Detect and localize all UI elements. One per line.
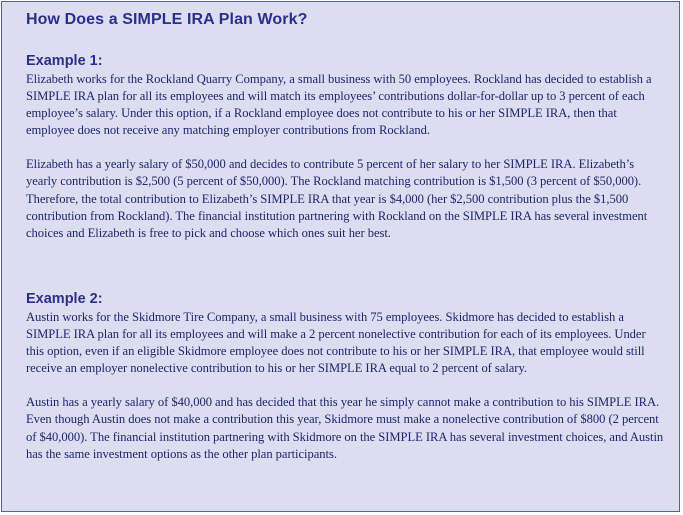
example-1-heading: Example 1: bbox=[26, 53, 103, 69]
example-2-paragraph-1: Austin works for the Skidmore Tire Company, a small business with 75 employees. Skidmore has decided to establish a SIMPLE IRA plan for all its employees and will make a 2 percent nonelective contribution for each of its employees. Under this option, even if an eligible Skidmore employee does not contribute to his or her SIMPLE IRA, that employee would still receive an employer nonelective contribution to his or her SIMPLE IRA equal to 2 percent of salary. bbox=[26, 310, 646, 376]
page-title: How Does a SIMPLE IRA Plan Work? bbox=[26, 11, 308, 28]
example-1-paragraph-2: Elizabeth has a yearly salary of $50,000 and decides to contribute 5 percent of her salary to her SIMPLE IRA. Elizabeth’s yearly contribution is $2,500 (5 percent of $50,000). The Rockland matching contribution is $1,500 (3 percent of $50,000). Therefore, the total contribution to Elizabeth’s SIMPLE IRA that year is $4,000 (her $2,500 contribution plus the $1,500 contribution from Rockland). The financial institution partnering with Rockland on the SIMPLE IRA has several investment choices and Elizabeth is free to pick and choose which ones suit her best. bbox=[26, 157, 648, 240]
example-1-paragraph-1: Elizabeth works for the Rockland Quarry Company, a small business with 50 employees. Rockland has decided to establish a SIMPLE IRA plan for all its employees and will match its employees’ contributions dollar-for-dollar up to 3 percent of each employee’s salary. Under this option, if a Rockland employee does not contribute to his or her SIMPLE IRA, then that employee does not receive any matching employer contributions from Rockland. bbox=[26, 72, 652, 138]
example-2-paragraph-2: Austin has a yearly salary of $40,000 and has decided that this year he simply cannot make a contribution to his SIMPLE IRA. Even though Austin does not make a contribution this year, Skidmore must make a nonelective contribution of $800 (2 percent of $40,000). The financial institution partnering with Skidmore on the SIMPLE IRA has several investment choices, and Austin has the same investment options as the other plan participants. bbox=[26, 395, 664, 461]
example-2-section bbox=[26, 290, 666, 480]
info-panel bbox=[1, 1, 680, 512]
example-1-section bbox=[26, 52, 666, 259]
example-2-heading: Example 2: bbox=[26, 291, 103, 307]
